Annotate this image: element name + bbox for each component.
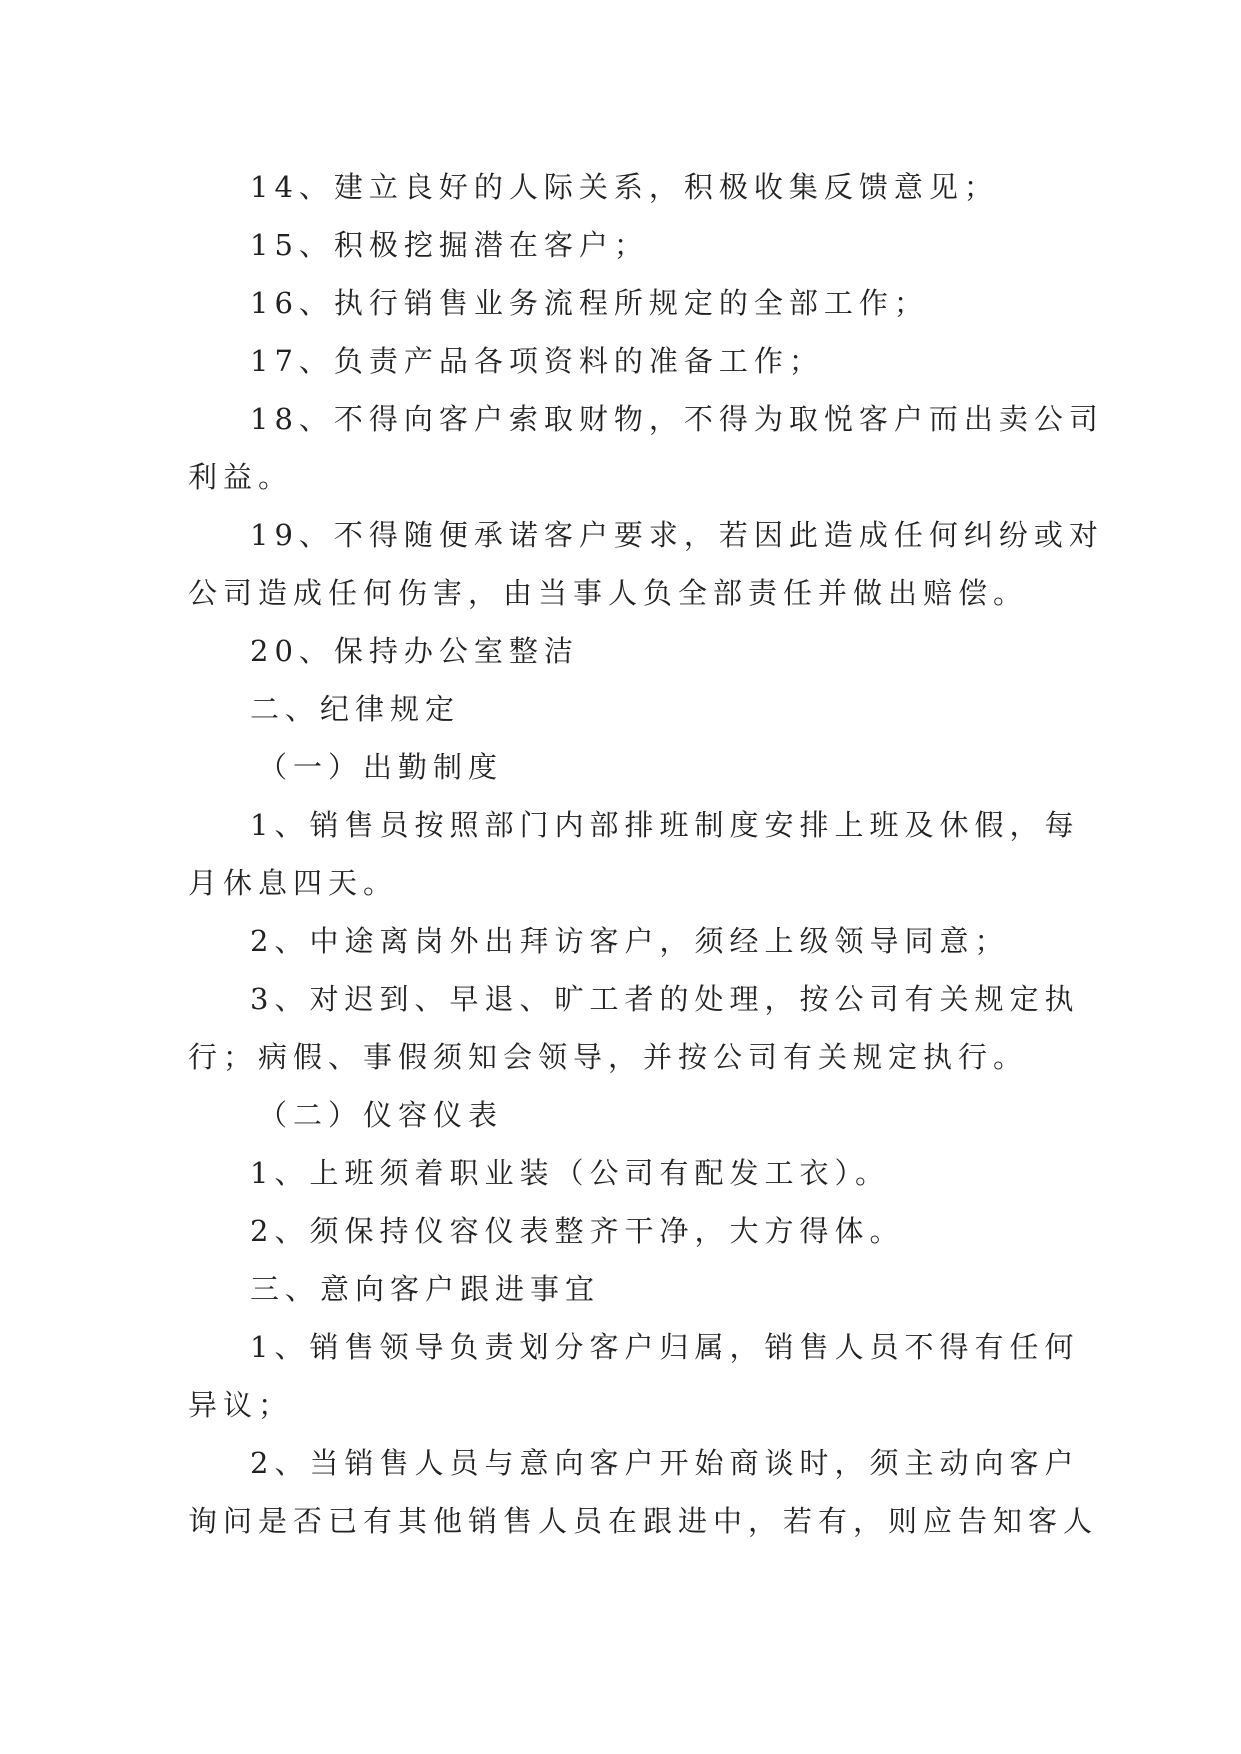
attendance-item-1-continued: 月休息四天。: [188, 866, 399, 900]
appearance-item-1: 1、上班须着职业装（公司有配发工衣）。: [250, 1156, 890, 1190]
list-item-18: 18、不得向客户索取财物，不得为取悦客户而出卖公司: [250, 402, 1104, 436]
subsection-heading-appearance: （二）仪容仪表: [258, 1098, 504, 1132]
followup-item-2-continued: 询问是否已有其他销售人员在跟进中，若有，则应告知客人: [188, 1504, 1099, 1538]
attendance-item-3: 3、对迟到、早退、旷工者的处理，按公司有关规定执: [250, 982, 1080, 1016]
subsection-heading-attendance: （一）出勤制度: [258, 750, 504, 784]
list-item-20: 20、保持办公室整洁: [250, 634, 579, 668]
section-heading-customer-followup: 三、意向客户跟进事宜: [250, 1272, 601, 1306]
section-heading-discipline: 二、纪律规定: [250, 692, 461, 726]
attendance-item-1: 1、销售员按照部门内部排班制度安排上班及休假，每: [250, 808, 1080, 842]
list-item-15: 15、积极挖掘潜在客户；: [250, 228, 649, 262]
attendance-item-2: 2、中途离岗外出拜访客户，须经上级领导同意；: [250, 924, 1010, 958]
attendance-item-3-continued: 行；病假、事假须知会领导，并按公司有关规定执行。: [188, 1040, 1029, 1074]
list-item-19-continued: 公司造成任何伤害，由当事人负全部责任并做出赔偿。: [188, 576, 1029, 610]
followup-item-1-continued: 异议；: [188, 1388, 294, 1422]
list-item-17: 17、负责产品各项资料的准备工作；: [250, 344, 824, 378]
list-item-19: 19、不得随便承诺客户要求，若因此造成任何纠纷或对: [250, 518, 1104, 552]
list-item-18-continued: 利益。: [188, 460, 294, 494]
document-body: [188, 158, 1104, 1550]
followup-item-1: 1、销售领导负责划分客户归属，销售人员不得有任何: [250, 1330, 1080, 1364]
appearance-item-2: 2、须保持仪容仪表整齐干净，大方得体。: [250, 1214, 905, 1248]
followup-item-2: 2、当销售人员与意向客户开始商谈时，须主动向客户: [250, 1446, 1080, 1480]
list-item-16: 16、执行销售业务流程所规定的全部工作；: [250, 286, 929, 320]
list-item-14: 14、建立良好的人际关系，积极收集反馈意见；: [250, 170, 999, 204]
